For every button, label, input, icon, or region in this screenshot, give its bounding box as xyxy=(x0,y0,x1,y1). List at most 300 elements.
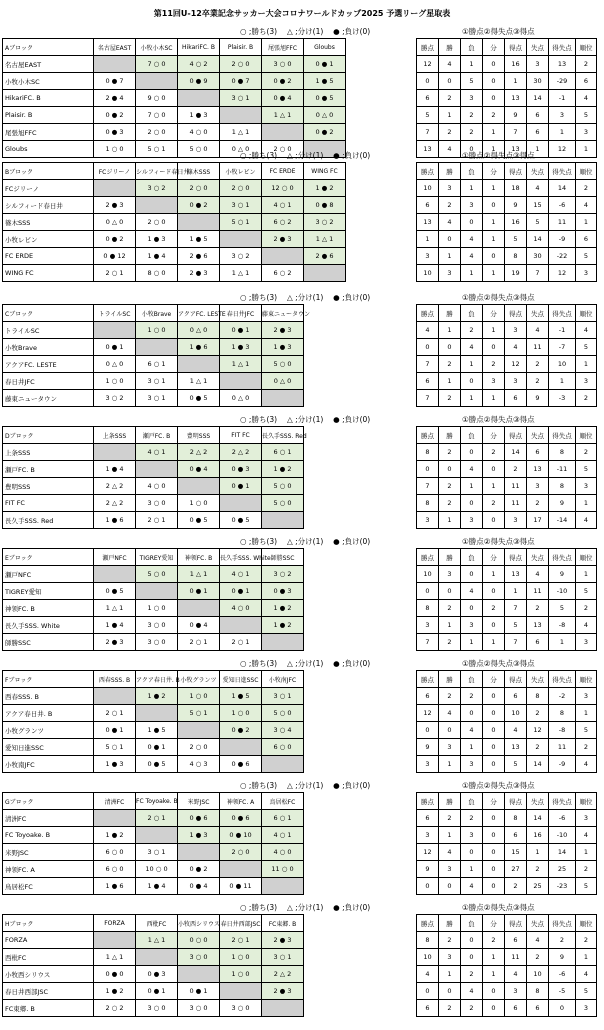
result-cell xyxy=(94,339,136,356)
stats-value: 1 xyxy=(461,739,483,756)
stats-header: 順位 xyxy=(576,39,597,56)
team-name: 長久手SSS. Red xyxy=(3,512,94,529)
stats-header: 順位 xyxy=(576,305,597,322)
result-cell xyxy=(220,444,262,461)
legend-text: ○ ;勝ち(3) △ ;分け(1) ● ;負け(0) xyxy=(240,659,371,668)
result-cell xyxy=(178,705,220,722)
stats-header: 勝点 xyxy=(417,305,439,322)
stats-value: 0 xyxy=(439,231,461,248)
diagonal-cell xyxy=(220,373,262,390)
stats-header: 負 xyxy=(461,427,483,444)
result-score: 2 ● 4 xyxy=(105,94,124,102)
diagonal-cell xyxy=(136,705,178,722)
team-name: FC Toyoake. B xyxy=(3,827,94,844)
stats-value: 1 xyxy=(461,634,483,651)
stats-table xyxy=(416,426,597,529)
team-header: シルフィード春日井 xyxy=(136,163,178,180)
stats-row xyxy=(417,739,597,756)
team-header: 米野JSC xyxy=(178,793,220,810)
result-cell xyxy=(178,461,220,478)
team-name: FC東郷. B xyxy=(3,1000,94,1017)
stats-value: 0 xyxy=(461,373,483,390)
result-cell xyxy=(136,932,178,949)
result-score: 1 △ 1 xyxy=(273,111,292,119)
result-cell xyxy=(262,722,304,739)
diagonal-cell xyxy=(178,356,220,373)
stats-value: 3 xyxy=(527,56,549,73)
result-cell xyxy=(262,705,304,722)
result-cell xyxy=(262,688,304,705)
table-row xyxy=(3,722,304,739)
result-cell xyxy=(136,265,178,282)
result-score: 1 △ 1 xyxy=(231,128,250,136)
table-row xyxy=(3,810,304,827)
table-row xyxy=(3,180,346,197)
stats-header: 負 xyxy=(461,671,483,688)
result-cell xyxy=(262,861,304,878)
diagonal-cell xyxy=(178,600,220,617)
result-cell xyxy=(220,566,262,583)
stats-value: 6 xyxy=(576,73,597,90)
stats-row xyxy=(417,265,597,282)
stats-value: 10 xyxy=(505,705,527,722)
result-score: 0 ● 2 xyxy=(273,77,292,85)
stats-value: 2 xyxy=(483,444,505,461)
result-cell xyxy=(136,214,178,231)
team-name: FIT FC xyxy=(3,495,94,512)
stats-row xyxy=(417,495,597,512)
result-score: 1 ● 2 xyxy=(147,692,166,700)
team-header: 名古屋EAST xyxy=(94,39,136,56)
stats-header: 失点 xyxy=(527,39,549,56)
result-cell xyxy=(178,265,220,282)
stats-table xyxy=(416,914,597,1017)
result-cell xyxy=(136,756,178,773)
result-score: 0 ● 6 xyxy=(231,760,250,768)
stats-value: 14 xyxy=(505,444,527,461)
team-header: 小牧西シリウス xyxy=(178,915,220,932)
stats-row xyxy=(417,861,597,878)
result-score: 0 ● 1 xyxy=(315,60,334,68)
result-score: 4 ○ 1 xyxy=(273,831,292,839)
stats-value: 8 xyxy=(505,248,527,265)
result-score: 2 ○ 1 xyxy=(105,269,124,277)
result-cell xyxy=(136,688,178,705)
stats-header: 勝点 xyxy=(417,793,439,810)
result-cell xyxy=(178,583,220,600)
stats-value: 0 xyxy=(483,722,505,739)
stats-value: 0 xyxy=(461,214,483,231)
stats-row xyxy=(417,124,597,141)
legend xyxy=(240,780,535,791)
stats-header: 勝 xyxy=(439,793,461,810)
team-name: Gloubs xyxy=(3,141,94,158)
stats-value: -9 xyxy=(549,756,576,773)
result-score: 3 ○ 2 xyxy=(231,252,250,260)
stats-value: 8 xyxy=(417,600,439,617)
legend-text: ○ ;勝ち(3) △ ;分け(1) ● ;負け(0) xyxy=(240,293,371,302)
diagonal-cell xyxy=(178,478,220,495)
stats-value: 13 xyxy=(505,90,527,107)
result-score: 1 ● 6 xyxy=(105,516,124,524)
result-score: 8 ○ 0 xyxy=(147,269,166,277)
result-cell xyxy=(262,600,304,617)
stats-value: 1 xyxy=(439,617,461,634)
stats-header: 分 xyxy=(483,305,505,322)
result-score: 2 ○ 0 xyxy=(273,145,292,153)
result-score: 2 ● 3 xyxy=(105,201,124,209)
stats-value: 12 xyxy=(417,844,439,861)
diagonal-cell xyxy=(178,722,220,739)
result-cell xyxy=(304,90,346,107)
result-score: 3 ○ 2 xyxy=(105,394,124,402)
stats-value: 6 xyxy=(527,1000,549,1017)
team-header: 上条SSS xyxy=(94,427,136,444)
team-header: WING FC xyxy=(304,163,346,180)
stats-header: 分 xyxy=(483,549,505,566)
result-score: 1 ● 2 xyxy=(273,621,292,629)
stats-value: 1 xyxy=(483,966,505,983)
diagonal-cell xyxy=(220,983,262,1000)
result-score: 2 ○ 1 xyxy=(147,814,166,822)
team-name: 瀬戸FC. B xyxy=(3,461,94,478)
team-name: 豊明SSS xyxy=(3,478,94,495)
team-header: 瀬戸NFC xyxy=(94,549,136,566)
stats-value: 3 xyxy=(461,512,483,529)
stats-value: 4 xyxy=(461,878,483,895)
stats-value: 2 xyxy=(439,932,461,949)
team-name: 瀬戸NFC xyxy=(3,566,94,583)
table-row xyxy=(3,983,304,1000)
result-score: 7 ○ 0 xyxy=(147,60,166,68)
result-cell xyxy=(94,231,136,248)
result-score: 3 ○ 1 xyxy=(147,377,166,385)
result-cell xyxy=(136,617,178,634)
stats-header-row xyxy=(417,915,597,932)
team-name: 西春SSS. B xyxy=(3,688,94,705)
result-score: 1 ○ 0 xyxy=(105,377,124,385)
result-score: 2 ○ 1 xyxy=(147,516,166,524)
stats-value: 14 xyxy=(527,90,549,107)
table-row xyxy=(3,617,304,634)
stats-value: 1 xyxy=(576,844,597,861)
legend-rank: ①勝点②得失点③得点 xyxy=(462,151,535,160)
diagonal-cell xyxy=(94,810,136,827)
result-cell xyxy=(178,861,220,878)
result-cell xyxy=(136,231,178,248)
stats-value: 3 xyxy=(417,827,439,844)
result-score: 10 ○ 0 xyxy=(145,865,168,873)
block-name: Cブロック xyxy=(3,305,94,322)
result-cell xyxy=(94,478,136,495)
stats-value: 1 xyxy=(439,512,461,529)
result-score: 0 ● 7 xyxy=(105,77,124,85)
result-score: 1 ○ 0 xyxy=(189,692,208,700)
stats-value: 2 xyxy=(483,356,505,373)
stats-value: 14 xyxy=(549,180,576,197)
result-score: 1 ● 6 xyxy=(189,343,208,351)
stats-value: 2 xyxy=(576,600,597,617)
stats-value: 0 xyxy=(483,617,505,634)
stats-value: 5 xyxy=(576,461,597,478)
stats-value: 14 xyxy=(527,810,549,827)
diagonal-cell xyxy=(262,248,304,265)
result-cell xyxy=(94,73,136,90)
stats-value: 2 xyxy=(576,444,597,461)
result-score: 6 ○ 1 xyxy=(273,814,292,822)
stats-value: 2 xyxy=(461,124,483,141)
stats-value: 3 xyxy=(576,124,597,141)
stats-value: 2 xyxy=(527,949,549,966)
stats-value: 1 xyxy=(461,180,483,197)
stats-value: 4 xyxy=(576,966,597,983)
stats-value: 1 xyxy=(576,566,597,583)
result-score: 0 ● 11 xyxy=(229,882,252,890)
team-name: 上条SSS xyxy=(3,444,94,461)
stats-header: 順位 xyxy=(576,163,597,180)
team-name: 小牧グランツ xyxy=(3,722,94,739)
result-cell xyxy=(262,90,304,107)
diagonal-cell xyxy=(94,444,136,461)
stats-header: 負 xyxy=(461,549,483,566)
stats-header-row xyxy=(417,427,597,444)
table-row xyxy=(3,688,304,705)
stats-value: 2 xyxy=(483,107,505,124)
stats-row xyxy=(417,73,597,90)
stats-value: 2 xyxy=(505,878,527,895)
stats-value: 3 xyxy=(417,248,439,265)
stats-value: 2 xyxy=(576,180,597,197)
stats-header: 得失点 xyxy=(549,39,576,56)
team-header: 西春SSS. B xyxy=(94,671,136,688)
table-row xyxy=(3,949,304,966)
stats-row xyxy=(417,214,597,231)
stats-value: 4 xyxy=(439,56,461,73)
stats-value: 3 xyxy=(417,756,439,773)
result-cell xyxy=(136,180,178,197)
stats-header: 勝点 xyxy=(417,39,439,56)
table-row xyxy=(3,583,304,600)
result-cell xyxy=(94,600,136,617)
result-cell xyxy=(220,390,262,407)
result-cell xyxy=(178,949,220,966)
result-score: 0 ● 1 xyxy=(105,343,124,351)
result-score: 9 ○ 0 xyxy=(147,94,166,102)
result-score: 0 ● 6 xyxy=(189,814,208,822)
stats-value: 0 xyxy=(439,983,461,1000)
stats-row xyxy=(417,512,597,529)
result-score: 2 ○ 0 xyxy=(147,128,166,136)
stats-value: 5 xyxy=(505,231,527,248)
stats-header: 得点 xyxy=(505,39,527,56)
team-name: 小牧南JFC xyxy=(3,756,94,773)
stats-value: 9 xyxy=(527,390,549,407)
stats-value: 6 xyxy=(417,1000,439,1017)
result-score: 0 ● 5 xyxy=(315,94,334,102)
team-name: 小牧レビン xyxy=(3,231,94,248)
result-score: 2 △ 2 xyxy=(273,970,292,978)
result-cell xyxy=(262,197,304,214)
stats-value: 2 xyxy=(527,373,549,390)
result-cell xyxy=(136,844,178,861)
result-cell xyxy=(220,688,262,705)
stats-value: 3 xyxy=(576,1000,597,1017)
result-score: 1 △ 1 xyxy=(231,269,250,277)
result-cell xyxy=(178,566,220,583)
result-cell xyxy=(220,339,262,356)
stats-value: 12 xyxy=(417,705,439,722)
stats-value: 12 xyxy=(527,722,549,739)
result-score: 0 △ 0 xyxy=(231,394,250,402)
result-cell xyxy=(94,827,136,844)
stats-value: 5 xyxy=(576,878,597,895)
result-score: 0 ● 8 xyxy=(315,201,334,209)
result-cell xyxy=(94,844,136,861)
stats-value: 1 xyxy=(576,141,597,158)
stats-value: 6 xyxy=(576,231,597,248)
legend-text: ○ ;勝ち(3) △ ;分け(1) ● ;負け(0) xyxy=(240,151,371,160)
stats-header: 勝点 xyxy=(417,915,439,932)
stats-value: 2 xyxy=(461,1000,483,1017)
result-score: 1 △ 1 xyxy=(147,936,166,944)
stats-value: 5 xyxy=(576,722,597,739)
stats-value: 0 xyxy=(461,495,483,512)
stats-row xyxy=(417,90,597,107)
header-row xyxy=(3,39,346,56)
stats-row xyxy=(417,248,597,265)
result-cell xyxy=(220,949,262,966)
result-score: 2 ○ 1 xyxy=(189,638,208,646)
result-score: 1 △ 1 xyxy=(105,953,124,961)
stats-value: 0 xyxy=(483,827,505,844)
result-score: 3 ○ 1 xyxy=(231,94,250,102)
stats-row xyxy=(417,373,597,390)
page-title: 第11回U-12卒業記念サッカー大会コロナワールドカップ2025 予選リーグ星取表 xyxy=(153,9,451,18)
stats-value: 3 xyxy=(439,949,461,966)
result-score: 1 ● 4 xyxy=(105,621,124,629)
stats-value: 4 xyxy=(461,583,483,600)
result-cell xyxy=(178,141,220,158)
stats-value: 5 xyxy=(576,339,597,356)
stats-value: 3 xyxy=(576,478,597,495)
stats-value: 6 xyxy=(505,827,527,844)
result-score: 3 ○ 1 xyxy=(231,201,250,209)
table-row xyxy=(3,356,304,373)
stats-value: 1 xyxy=(576,949,597,966)
stats-row xyxy=(417,197,597,214)
stats-value: 0 xyxy=(417,461,439,478)
result-score: 0 ● 5 xyxy=(189,516,208,524)
result-score: 0 ● 10 xyxy=(229,831,252,839)
stats-value: 0 xyxy=(439,461,461,478)
team-header: FC東郷. B xyxy=(262,915,304,932)
stats-value: 8 xyxy=(417,932,439,949)
stats-header: 勝 xyxy=(439,671,461,688)
result-cell xyxy=(178,444,220,461)
stats-header: 失点 xyxy=(527,793,549,810)
result-cell xyxy=(262,322,304,339)
stats-value: 3 xyxy=(505,512,527,529)
team-header: 小牧グランツ xyxy=(178,671,220,688)
stats-header: 得点 xyxy=(505,427,527,444)
result-cell xyxy=(220,705,262,722)
result-score: 0 ● 2 xyxy=(189,201,208,209)
stats-value: -9 xyxy=(549,231,576,248)
result-score: 0 △ 0 xyxy=(231,145,250,153)
result-score: 3 ○ 0 xyxy=(189,1004,208,1012)
result-score: 4 ○ 1 xyxy=(231,570,250,578)
stats-value: 1 xyxy=(505,73,527,90)
stats-value: 2 xyxy=(527,495,549,512)
stats-value: 7 xyxy=(417,634,439,651)
stats-table xyxy=(416,304,597,407)
team-name: 神领FC. B xyxy=(3,600,94,617)
stats-value: 0 xyxy=(461,844,483,861)
stats-value: 2 xyxy=(549,932,576,949)
team-header: FIT FC xyxy=(220,427,262,444)
stats-value: 1 xyxy=(439,966,461,983)
stats-value: 0 xyxy=(483,688,505,705)
legend-text: ○ ;勝ち(3) △ ;分け(1) ● ;負け(0) xyxy=(240,781,371,790)
table-row xyxy=(3,495,304,512)
result-cell xyxy=(304,231,346,248)
result-cell xyxy=(136,444,178,461)
stats-value: 11 xyxy=(549,214,576,231)
stats-value: 11 xyxy=(505,478,527,495)
diagonal-cell xyxy=(94,56,136,73)
result-cell xyxy=(220,356,262,373)
stats-value: 2 xyxy=(576,56,597,73)
stats-value: 4 xyxy=(576,197,597,214)
stats-value: 4 xyxy=(576,90,597,107)
stats-value: 3 xyxy=(576,634,597,651)
table-row xyxy=(3,197,346,214)
stats-value: 1 xyxy=(439,756,461,773)
stats-value: 2 xyxy=(576,861,597,878)
stats-value: 5 xyxy=(576,248,597,265)
result-score: 0 ● 4 xyxy=(189,465,208,473)
stats-value: 1 xyxy=(439,373,461,390)
stats-table xyxy=(416,792,597,895)
stats-value: 0 xyxy=(483,583,505,600)
stats-value: 5 xyxy=(527,214,549,231)
stats-value: 2 xyxy=(439,1000,461,1017)
block-name: Eブロック xyxy=(3,549,94,566)
team-name: 師勝SSC xyxy=(3,634,94,651)
team-header: 小牧Brave xyxy=(136,305,178,322)
stats-value: 1 xyxy=(505,583,527,600)
result-cell xyxy=(136,600,178,617)
stats-value: 1 xyxy=(527,844,549,861)
result-cell xyxy=(136,390,178,407)
stats-value: -2 xyxy=(549,688,576,705)
result-cell xyxy=(94,356,136,373)
stats-header-row xyxy=(417,39,597,56)
stats-value: 9 xyxy=(417,739,439,756)
result-cell xyxy=(262,231,304,248)
result-cell xyxy=(220,56,262,73)
result-score: 7 ○ 0 xyxy=(147,111,166,119)
stats-value: 7 xyxy=(417,390,439,407)
team-name: FCジリーノ xyxy=(3,180,94,197)
result-cell xyxy=(178,756,220,773)
table-row xyxy=(3,878,304,895)
stats-row xyxy=(417,756,597,773)
result-cell xyxy=(220,478,262,495)
stats-value: 2 xyxy=(527,356,549,373)
diagonal-cell xyxy=(94,322,136,339)
result-score: 1 ● 2 xyxy=(105,831,124,839)
